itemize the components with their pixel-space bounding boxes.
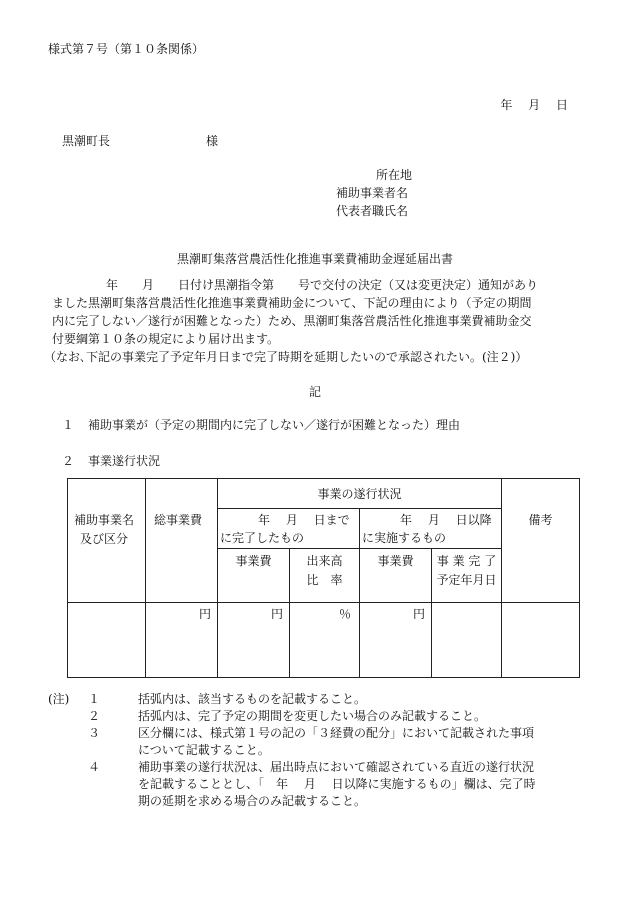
item-1-number: １ [62,418,75,432]
note-3: ３ 区分欄には、様式第１号の記の「３経費の配分」において記載された事項 について記載すること。 [88,726,535,757]
body-line-3: 内に完了しない／遂行が困難となった）ため、黒潮町集落営農活性化推進事業費補助金交 [52,314,532,328]
item-1 [62,416,460,434]
addressee-honorific: 様 [206,134,219,148]
note-4: ４ 補助事業の遂行状況は、届出時点において確認されている直近の遂行状況 を記載することとし、「 年 月 日以降に実施するもの」欄は、完了時 期の延期を求める場合のみ記載すること。 [88,760,536,808]
addressee-name: 黒潮町長 [62,134,111,148]
status-table [67,478,580,678]
data-cost-1: 円 [217,602,290,678]
document-title: 黒潮町集落営農活性化推進事業費補助金遅延届出書 [176,252,453,266]
notes-label: (注) [48,692,70,706]
header-total-cost: 総事業費 [145,478,218,603]
body-paragraph [44,276,590,366]
data-cost-2: 円 [359,602,432,678]
data-completion-date [431,602,502,678]
header-project-name: 補助事業名 及び区分 [67,478,146,603]
date-line: 年 月 日 [500,98,568,112]
addressee [62,132,219,150]
data-remarks [501,602,580,678]
item-2 [62,452,160,470]
note-2: ２ 括弧内は、完了予定の期間を変更したい場合のみ記載すること。 [88,709,487,723]
applicant-block [336,166,412,220]
representative-label: 代表者職氏名 [336,204,409,218]
business-name-label: 補助事業者名 [336,186,409,200]
subheader-completion-date: 事 業 完 了 予定年月日 [431,548,502,603]
header-period-future: 年 月 日以降 に実施するもの [359,508,502,549]
subheader-cost-1: 事業費 [217,548,290,603]
item-2-text: 事業遂行状況 [88,454,161,468]
body-line-5: （なお､下記の事業完了予定年月日まで完了時期を延期したいので承認されたい。(注２)） [44,350,528,364]
address-label: 所在地 [376,168,413,182]
header-period-completed: 年 月 日まで に完了したもの [217,508,360,549]
body-line-1: 年 月 日付け黒潮指令第 号で交付の決定（又は変更決定）通知があり [106,278,539,292]
item-1-text: 補助事業が（予定の期間内に完了しない／遂行が困難となった）理由 [88,418,461,432]
subheader-progress-rate: 出来高 比 率 [289,548,360,603]
body-line-4: 付要綱第１０条の規定により届け出ます。 [52,332,280,346]
subheader-cost-2: 事業費 [359,548,432,603]
header-remarks: 備考 [501,478,580,603]
ki-heading: 記 [308,385,321,399]
data-progress-rate: ％ [289,602,360,678]
body-line-2: ました黒潮町集落営農活性化推進事業費補助金について、下記の理由により（予定の期間 [52,296,532,310]
data-project-name [67,602,146,678]
note-1: (注) １ 括弧内は、該当するものを記載すること。 [48,692,367,706]
header-status: 事業の遂行状況 [217,478,502,509]
item-2-number: ２ [62,454,75,468]
data-total-cost: 円 [145,602,218,678]
notes [48,690,588,809]
form-number: 様式第７号（第１０条関係） [48,42,205,56]
